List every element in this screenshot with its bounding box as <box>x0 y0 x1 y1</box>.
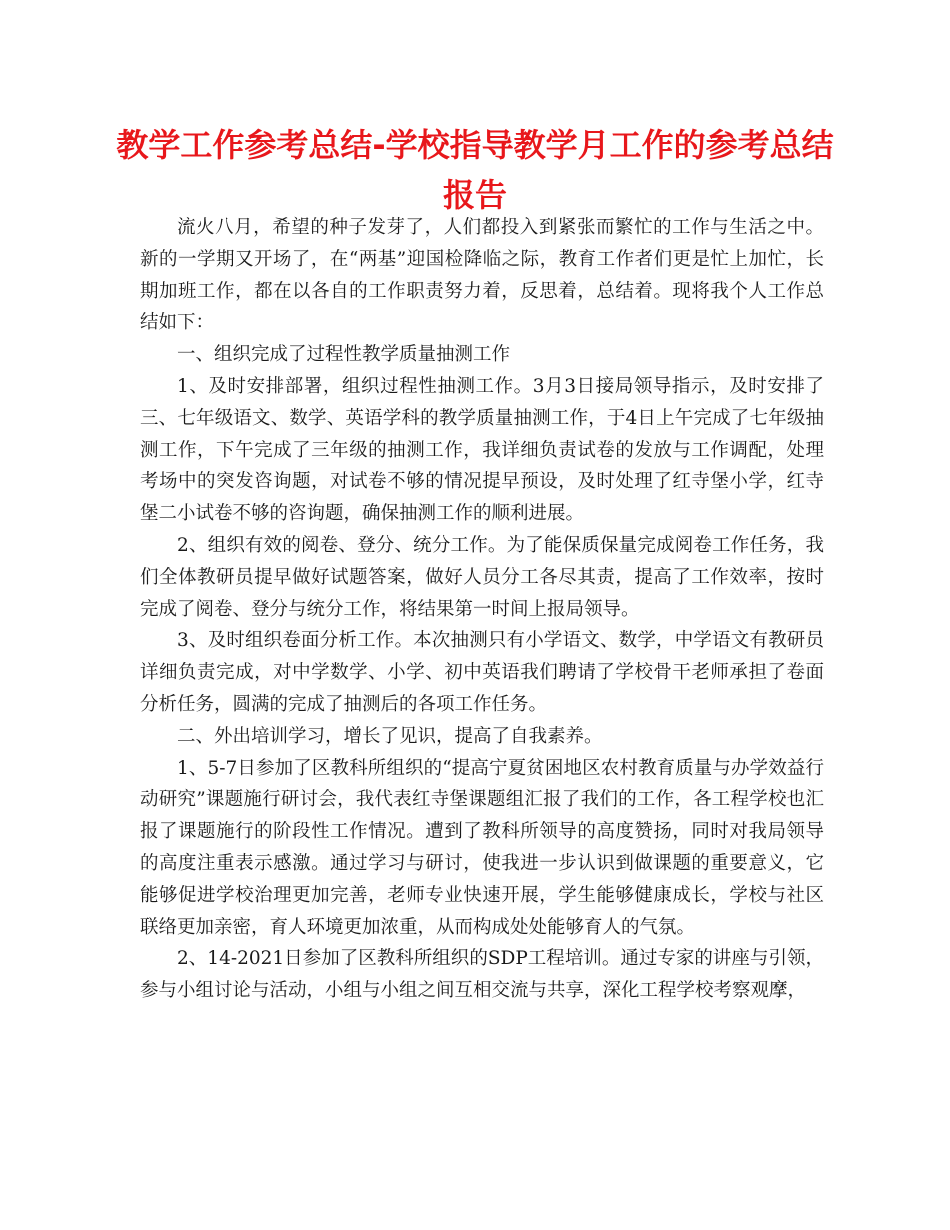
paragraph-1-1: 1、及时安排部署，组织过程性抽测工作。3月3日接局领导指示，及时安排了三、七年级语文、数学、英语学科的教学质量抽测工作，于4日上午完成了七年级抽测工作，下午完成了三年级的抽测工作，我详细负责试卷的发放与工作调配，处理考场中的突发咨询题，对试卷不够的情况提早预设，及时处理了红寺堡小学，红寺堡二小试卷不够的咨询题，确保抽测工作的顺利进展。 <box>140 375 824 525</box>
paragraph-2-1: 1、5-7日参加了区教科所组织的“提高宁夏贫困地区农村教育质量与办学效益行动研究”课题施行研讨会，我代表红寺堡课题组汇报了我们的工作，各工程学校也汇报了课题施行的阶段性工作情况。遭到了教科所领导的高度赞扬，同时对我局领导的高度注重表示感激。通过学习与研讨，使我进一步认识到做课题的重要意义，它能够促进学校治理更加完善，老师专业快速开展，学生能够健康成长，学校与社区联络更加亲密，育人环境更加浓重，从而构成处处能够育人的气氛。 <box>140 757 824 938</box>
section-heading-1: 一、组织完成了过程性教学质量抽测工作 <box>177 344 511 366</box>
paragraph-intro: 流火八月，希望的种子发芽了，人们都投入到紧张而繁忙的工作与生活之中。新的一学期又开场了，在“两基”迎国检降临之际，教育工作者们更是忙上加忙，长期加班工作，都在以各自的工作职责努力着，反思着，总结着。现将我个人工作总结如下： <box>140 217 824 334</box>
paragraph-1-3: 3、及时组织卷面分析工作。本次抽测只有小学语文、数学，中学语文有教研员详细负责完成，对中学数学、小学、初中英语我们聘请了学校骨干老师承担了卷面分析任务，圆满的完成了抽测后的各项工作任务。 <box>140 630 824 715</box>
document-body <box>140 212 824 1007</box>
paragraph-2-2: 2、14-2021日参加了区教科所组织的SDP工程培训。通过专家的讲座与引领，参与小组讨论与活动，小组与小组之间互相交流与共享，深化工程学校考察观摩， <box>140 948 824 1002</box>
paragraph-1-2: 2、组织有效的阅卷、登分、统分工作。为了能保质保量完成阅卷工作任务，我们全体教研员提早做好试题答案，做好人员分工各尽其责，提高了工作效率，按时完成了阅卷、登分与统分工作，将结果第一时间上报局领导。 <box>140 534 824 620</box>
document-title: 教学工作参考总结-学校指导教学月工作的参考总结报告 <box>116 126 834 214</box>
section-heading-2: 二、外出培训学习，增长了见识，提高了自我素养。 <box>177 725 603 747</box>
